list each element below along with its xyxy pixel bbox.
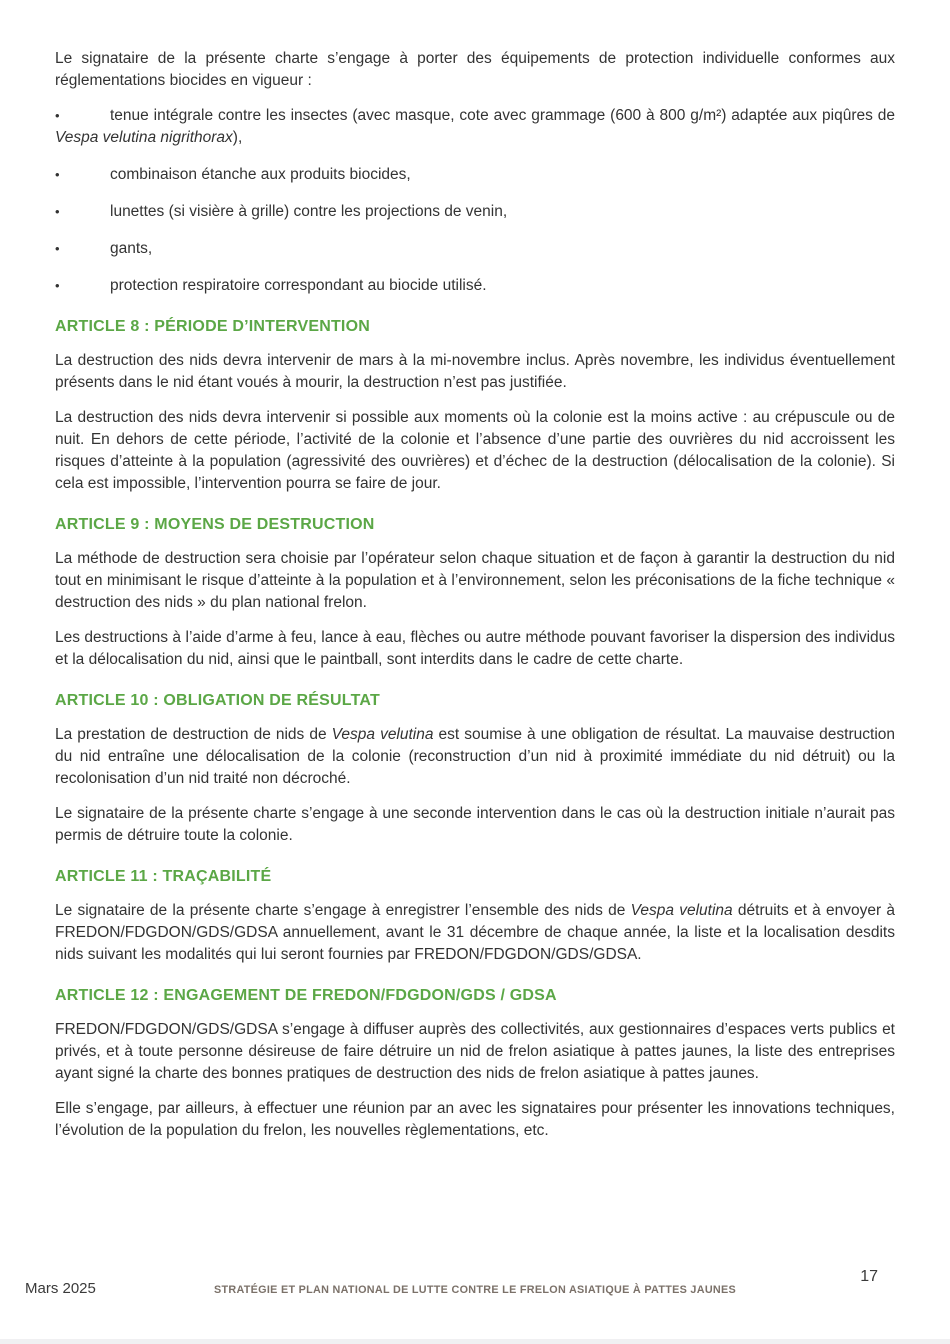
bullet-icon: • xyxy=(55,167,60,182)
intro-paragraph: Le signataire de la présente charte s’engage à porter des équipements de protection individuelle conformes aux réglementations biocides en vigueur : xyxy=(55,50,895,89)
bullet-item-respirator xyxy=(55,275,895,297)
bullet-text: combinaison étanche aux produits biocides, xyxy=(110,166,411,183)
page-content xyxy=(55,48,895,1155)
bullet-item-goggles xyxy=(55,201,895,223)
page-bottom-edge xyxy=(0,1339,950,1344)
bullet-icon: • xyxy=(55,278,60,293)
article-12-heading: ARTICLE 12 : ENGAGEMENT DE FREDON/FDGDON/GDS / GDSA xyxy=(55,987,557,1004)
bullet-item-gloves xyxy=(55,238,895,260)
article-12-paragraph-1: FREDON/FDGDON/GDS/GDSA s’engage à diffuser auprès des collectivités, aux gestionnaires d’espaces verts publics et privés, et à toute personne désireuse de faire détruire un nid de frelon asiatique à pattes jaunes, la liste des entreprises ayant signé la charte des bonnes pratiques de destruction des nids de frelon asiatique à pattes jaunes. xyxy=(55,1021,895,1082)
article-8-paragraph-2: La destruction des nids devra intervenir si possible aux moments où la colonie est la moins active : au crépuscule ou de nuit. En dehors de cette période, l’activité de la colonie et l’absence d’une partie des ouvrières du nid accroissent les risques d’atteinte à la population (agressivité des ouvrières) et d’échec de la destruction (délocalisation de la colonie). Si cela est impossible, l’intervention pourra se faire de jour. xyxy=(55,409,895,492)
article-10-paragraph-1: La prestation de destruction de nids de Vespa velutina est soumise à une obligation de résultat. La mauvaise destruction du nid entraîne une délocalisation de la colonie (reconstruction d’un nid à proximité immédiate du nid détruit) ou la recolonisation d’un nid traité non décroché. xyxy=(55,726,896,787)
article-12-paragraph-2: Elle s’engage, par ailleurs, à effectuer une réunion par an avec les signataires pour présenter les innovations techniques, l’évolution de la population du frelon, les nouvelles règlementations, etc. xyxy=(55,1100,895,1139)
bullet-text: gants, xyxy=(110,240,153,257)
bullet-icon: • xyxy=(55,108,60,123)
page-number: 17 xyxy=(860,1268,878,1285)
bullet-item-ppe-suit xyxy=(55,105,895,149)
bullet-icon: • xyxy=(55,241,60,256)
article-10-heading: ARTICLE 10 : OBLIGATION DE RÉSULTAT xyxy=(55,692,380,709)
article-11-heading: ARTICLE 11 : TRAÇABILITÉ xyxy=(55,868,272,885)
footer-date: Mars 2025 xyxy=(25,1280,96,1297)
article-8-heading: ARTICLE 8 : PÉRIODE D’INTERVENTION xyxy=(55,318,370,335)
article-11-paragraph-1: Le signataire de la présente charte s’engage à enregistrer l’ensemble des nids de Vespa velutina détruits et à envoyer à FREDON/FDGDON/GDS/GDSA annuellement, avant le 31 décembre de chaque année, la liste et la localisation desdits nids suivant les modalités qui lui seront fournies par FREDON/FDGDON/GDS/GDSA. xyxy=(55,902,895,963)
article-9-paragraph-1: La méthode de destruction sera choisie par l’opérateur selon chaque situation et de façon à garantir la destruction du nid tout en minimisant le risque d’atteinte à la population et à l’environnement, selon les préconisations de la fiche technique « destruction des nids » du plan national frelon. xyxy=(55,550,895,611)
article-9-paragraph-2: Les destructions à l’aide d’arme à feu, lance à eau, flèches ou autre méthode pouvant favoriser la dispersion des individus et la délocalisation du nid, ainsi que le paintball, sont interdits dans le cadre de cette charte. xyxy=(55,629,895,668)
bullet-text: protection respiratoire correspondant au biocide utilisé. xyxy=(110,277,487,294)
bullet-text: tenue intégrale contre les insectes (avec masque, cote avec grammage (600 à 800 g/m²) adaptée aux piqûres de Vespa velutina nigrithorax), xyxy=(55,107,895,146)
article-9-heading: ARTICLE 9 : MOYENS DE DESTRUCTION xyxy=(55,516,375,533)
bullet-text: lunettes (si visière à grille) contre les projections de venin, xyxy=(110,203,508,220)
footer-title: STRATÉGIE ET PLAN NATIONAL DE LUTTE CONTRE LE FRELON ASIATIQUE À PATTES JAUNES xyxy=(213,1284,737,1296)
bullet-icon: • xyxy=(55,204,60,219)
article-8-paragraph-1: La destruction des nids devra intervenir de mars à la mi-novembre inclus. Après novembre, les individus éventuellement présents dans le nid étant voués à mourir, la destruction n’est pas justifiée. xyxy=(55,352,895,391)
bullet-item-biocide-suit xyxy=(55,164,895,186)
article-10-paragraph-2: Le signataire de la présente charte s’engage à une seconde intervention dans le cas où la destruction initiale n’aurait pas permis de détruire toute la colonie. xyxy=(55,805,895,844)
